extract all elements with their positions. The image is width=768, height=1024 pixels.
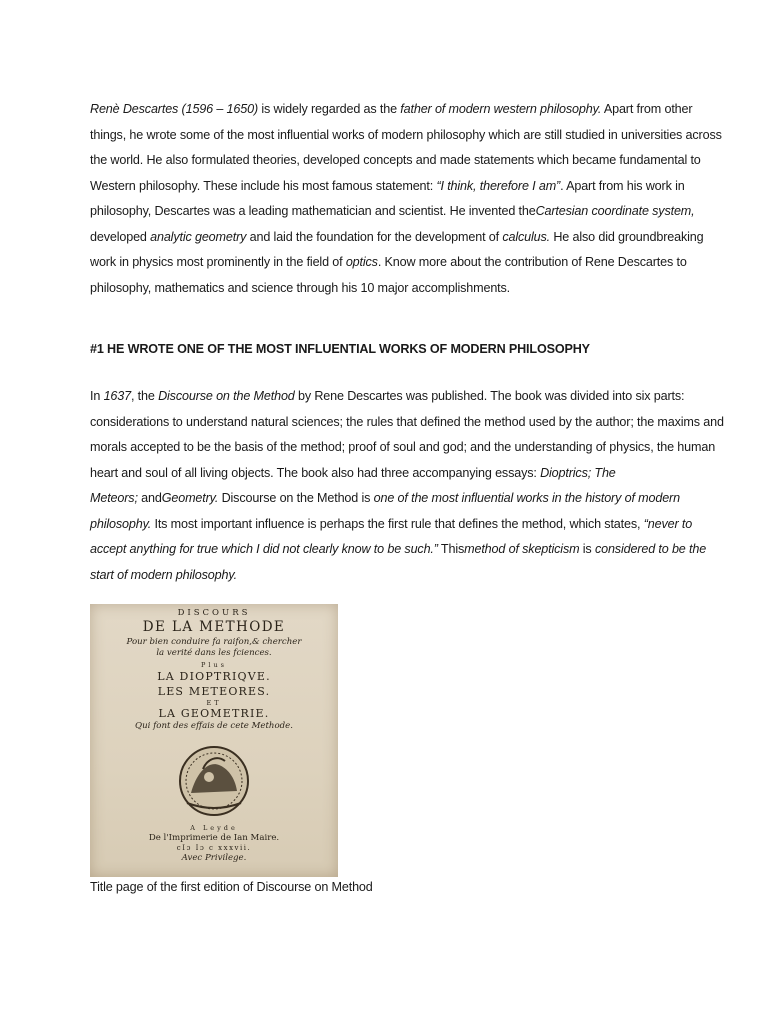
section-line-8 (90, 563, 688, 589)
title-line: LA DIOPTRIQVE. (157, 670, 271, 683)
text: This (437, 542, 465, 556)
text: He also did groundbreaking (550, 229, 704, 244)
title-line: DISCOURS (177, 608, 251, 618)
text: philosophy, Descartes was a leading mathematician and scientist. He invented the (90, 204, 536, 218)
intro-line-2: things, he wrote some of the most influential works of modern philosophy which are still studied in universities across (90, 127, 722, 142)
intro-line-1 (90, 97, 693, 123)
emphasis: method of skepticism (464, 542, 580, 556)
text: Its most important influence is perhaps the first rule that defines the method, which states, (151, 516, 644, 531)
emphasis: Discourse on the Method (158, 389, 295, 403)
section-line-2: considerations to understand natural sciences; the rules that defined the method used by the author; the maxims and (90, 414, 724, 429)
section-line-4 (90, 461, 688, 487)
emphasis: calculus. (502, 229, 550, 244)
text: work in physics most prominently in the field of (90, 255, 346, 269)
emphasis: analytic geometry (150, 229, 247, 244)
emphasis: 1637 (103, 389, 131, 403)
emphasis: one of the most influential works in the history of modern (373, 491, 680, 505)
emphasis: Dioptrics; The (540, 465, 616, 480)
emphasis: philosophy. (90, 516, 152, 531)
text: , the (130, 389, 159, 403)
intro-line-6 (90, 225, 704, 251)
quote: “never to (643, 516, 693, 531)
title-line: De l'Imprimerie de Ian Maire. (148, 833, 280, 843)
quote: “I think, therefore I am” (436, 178, 561, 193)
section-line-5 (90, 486, 688, 512)
section-line-6 (90, 512, 693, 538)
quote: accept anything for true which I did not clearly know to be such.” (90, 542, 438, 556)
name-dates: Renè Descartes (1596 – 1650) (90, 102, 259, 116)
intro-line-5 (90, 199, 695, 225)
text: In (90, 389, 104, 403)
text: is (579, 542, 595, 556)
section-heading: #1 HE WROTE ONE OF THE MOST INFLUENTIAL WORKS OF MODERN PHILOSOPHY (90, 342, 590, 356)
title-line: la verité dans les fciences. (156, 648, 272, 658)
title-line: Qui font des effais de cete Methode. (135, 721, 293, 731)
text: Discourse on the Method is (218, 491, 374, 505)
emphasis: start of modern philosophy. (90, 567, 237, 582)
text: by Rene Descartes was published. The book was divided into six parts: (294, 389, 685, 403)
emphasis: Meteors; (90, 491, 138, 505)
text: and laid the foundation for the development of (246, 229, 503, 244)
section-line-1 (90, 384, 688, 410)
text: and (137, 491, 162, 505)
title-line: LES METEORES. (157, 685, 271, 698)
section-line-3: morals accepted to be the basis of the method; proof of soul and god; and the understanding of physics, the human (90, 440, 716, 454)
title-page-image (90, 604, 338, 877)
intro-paragraph (90, 97, 722, 301)
section-1-paragraph (90, 384, 724, 588)
text: Apart from other (601, 102, 693, 116)
emphasis: optics (345, 255, 378, 269)
text: Western philosophy. These include his most famous statement: (90, 178, 437, 193)
text: developed (90, 229, 151, 244)
title-line: ET (206, 699, 222, 707)
title-line: Avec Privilege. (181, 853, 247, 863)
emphasis: considered to be the (594, 542, 707, 556)
title-line: Plus (201, 661, 227, 669)
intro-line-8: philosophy, mathematics and science through his 10 major accomplishments. (90, 280, 511, 295)
title-line: DE LA METHODE (142, 619, 286, 635)
section-line-7 (90, 537, 707, 563)
emphasis: Geometry. (161, 491, 219, 505)
title-line: LA GEOMETRIE. (158, 707, 270, 720)
text: . Know more about the contribution of Rene Descartes to (377, 255, 687, 269)
title-line: A Leyde (190, 824, 238, 832)
text: heart and soul of all living objects. The book also had three accompanying essays: (90, 465, 541, 480)
title-line: cIɔ Iɔ c xxxvii. (176, 844, 252, 852)
text: . Apart from his work in (560, 178, 685, 193)
emphasis: father of modern western philosophy. (400, 102, 602, 116)
printer-emblem (169, 741, 259, 823)
intro-line-7 (90, 250, 688, 276)
emphasis: Cartesian coordinate system, (535, 204, 695, 218)
intro-line-4 (90, 174, 688, 200)
text: is widely regarded as the (258, 102, 401, 116)
image-caption: Title page of the first edition of Discourse on Method (90, 880, 373, 894)
title-line: Pour bien conduire fa raifon,& chercher (126, 637, 302, 647)
intro-line-3: the world. He also formulated theories, developed concepts and made statements which became fundamental to (90, 153, 701, 167)
